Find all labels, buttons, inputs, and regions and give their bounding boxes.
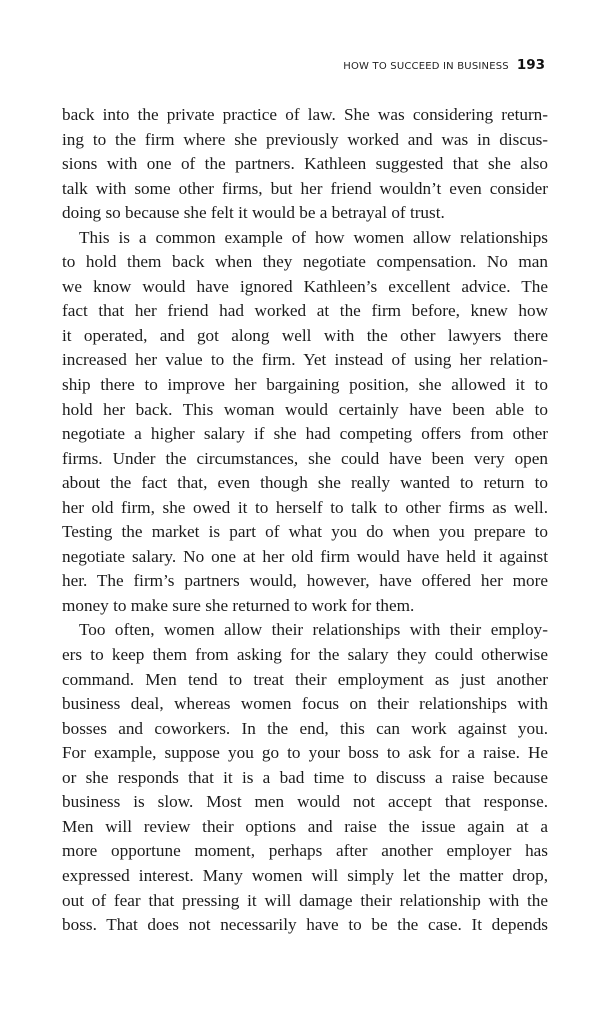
text-line: fact that her friend had worked at the firm before, knew how bbox=[62, 301, 548, 321]
paragraph bbox=[62, 618, 548, 937]
body-text bbox=[62, 103, 548, 938]
text-line: it operated, and got along well with the other lawyers there bbox=[62, 325, 548, 345]
text-line: out of fear that pressing it will damage their relationship with the bbox=[62, 890, 548, 910]
text-line: back into the private practice of law. She was considering return- bbox=[62, 105, 548, 124]
text-line: This is a common example of how women allow relationships bbox=[79, 227, 548, 247]
running-head-title: HOW TO SUCCEED IN BUSINESS bbox=[343, 61, 509, 72]
text-line: ship there to improve her bargaining position, she allowed it to bbox=[62, 375, 548, 395]
running-head bbox=[343, 57, 545, 73]
text-line: business is slow. Most men would not accept that response. bbox=[62, 792, 548, 812]
text-line: or she responds that it is a bad time to discuss a raise because bbox=[62, 767, 548, 787]
text-line: increased her value to the firm. Yet instead of using her relation- bbox=[62, 350, 548, 370]
text-line: negotiate a higher salary if she had competing offers from other bbox=[62, 424, 548, 444]
text-line: her. The firm’s partners would, however, have offered her more bbox=[62, 571, 548, 591]
paragraph bbox=[62, 226, 548, 619]
text-line: talk with some other firms, but her friend wouldn’t even consider bbox=[62, 178, 548, 198]
text-line: we know would have ignored Kathleen’s excellent advice. The bbox=[62, 276, 548, 296]
text-line: firms. Under the circumstances, she could have been very open bbox=[62, 448, 548, 468]
text-line: ing to the firm where she previously worked and was in discus- bbox=[62, 129, 548, 149]
text-line: her old firm, she owed it to herself to talk to other firms as well. bbox=[62, 497, 548, 517]
text-line: doing so because she felt it would be a betrayal of trust. bbox=[62, 203, 445, 223]
text-line: Testing the market is part of what you do when you prepare to bbox=[62, 522, 548, 542]
text-line: negotiate salary. No one at her old firm would have held it against bbox=[62, 546, 548, 566]
text-line: sions with one of the partners. Kathleen suggested that she also bbox=[62, 154, 548, 174]
text-line: about the fact that, even though she really wanted to return to bbox=[62, 473, 548, 493]
text-line: Men will review their options and raise the issue again at a bbox=[62, 816, 548, 836]
text-line: ers to keep them from asking for the salary they could otherwise bbox=[62, 645, 548, 665]
text-line: boss. That does not necessarily have to be the case. It depends bbox=[62, 915, 548, 935]
text-line: bosses and coworkers. In the end, this can work against you. bbox=[62, 718, 548, 738]
text-line: money to make sure she returned to work for them. bbox=[62, 595, 415, 615]
text-line: Too often, women allow their relationships with their employ- bbox=[79, 620, 548, 640]
text-line: command. Men tend to treat their employment as just another bbox=[62, 669, 548, 689]
text-line: For example, suppose you go to your boss to ask for a raise. He bbox=[62, 743, 548, 763]
text-line: to hold them back when they negotiate compensation. No man bbox=[62, 252, 548, 272]
text-line: expressed interest. Many women will simply let the matter drop, bbox=[62, 865, 548, 885]
paragraph bbox=[62, 103, 548, 226]
text-line: more opportune moment, perhaps after another employer has bbox=[62, 841, 548, 861]
text-line: business deal, whereas women focus on their relationships with bbox=[62, 694, 548, 714]
text-line: hold her back. This woman would certainly have been able to bbox=[62, 399, 548, 419]
page-number: 193 bbox=[516, 57, 545, 73]
